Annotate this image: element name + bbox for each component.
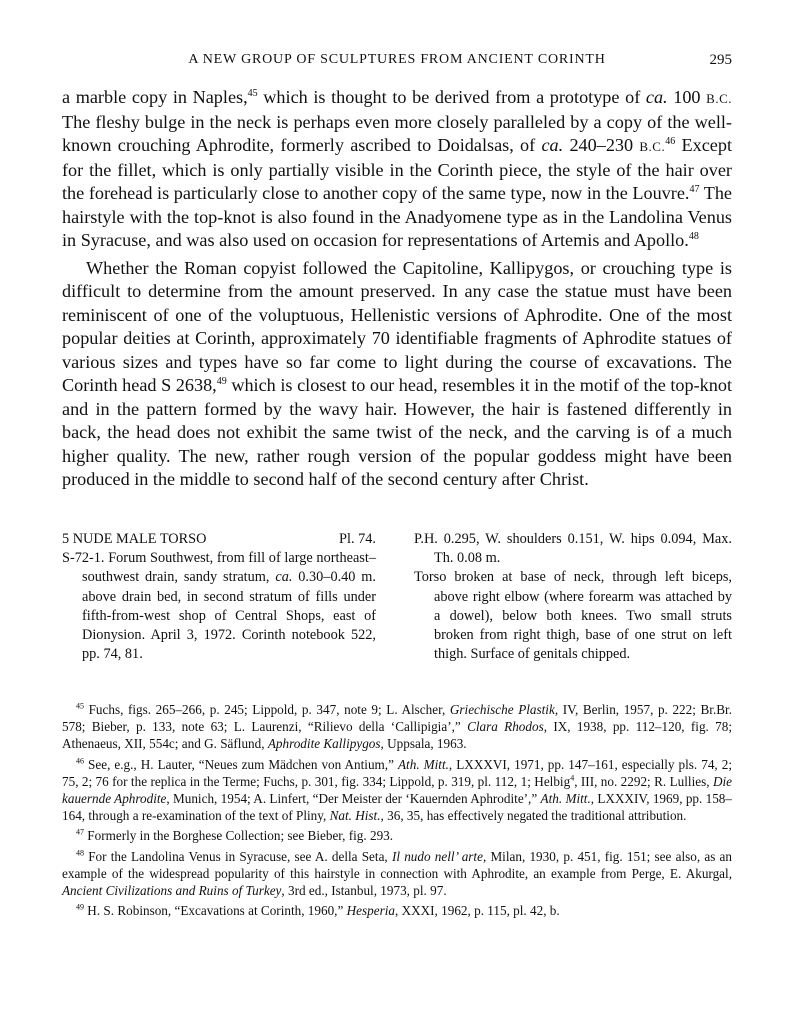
catalog-left-column	[62, 530, 376, 664]
footnote-46: $^{46}$ See, e.g., H. Lauter, “Neues zum Mädchen von Antium,” Ath. Mitt., LXXXVI, 1971, pp. 147–161, especially pls. 74, 2; 75, 2; 76 for the replica in the Terme; Fuchs, p. 301, fig. 334; Lippold, p. 319, pl. 112, 1; Helbig$^4$, III, no. 2292; R. Lullies, Die kauernde Aphrodite, Munich, 1954; A. Linfert, “Der Meister der ‘Kauernden Aphrodite’,” Ath. Mitt., LXXXIV, 1969, pp. 158–164, through a re-examination of the text of Pliny, Nat. Hist., 36, 35, has effectively negated the traditional attribution.	[62, 756, 733, 824]
footnote-45: $^{45}$ Fuchs, figs. 265–266, p. 245; Lippold, p. 347, note 9; L. Alscher, Griechische Plastik, IV, Berlin, 1957, p. 222; Br.Br. 578; Bieber, p. 133, note 63; L. Laurenzi, “Rilievo della ‘Callipigia’,” Clara Rhodos, IX, 1938, pp. 112–120, fig. 78; Athenaeus, XII, 554c; and G. Säflund, Aphrodite Kallipygos, Uppsala, 1963.	[62, 701, 733, 752]
note-ref-47[interactable]: 47	[689, 183, 700, 195]
catalog-description: Torso broken at base of neck, through left biceps, above right elbow (where forearm was attached by a dowel), below both knees. Two small struts broken from right thigh, base of one strut on left thigh. Surface of genitals chipped.	[414, 569, 732, 663]
catalog-findspot: S-72-1. Forum Southwest, from fill of large northeast–southwest drain, sandy stratum, ca. 0.30–0.40 m. above drain bed, in second stratum of fills under fifth-from-west shop of Central Shops, east of Dionysion. April 3, 1972. Corinth notebook 522, pp. 74, 81.	[62, 550, 376, 663]
main-text	[62, 86, 732, 492]
catalog-right-column	[414, 530, 732, 664]
catalog-title: 5 NUDE MALE TORSO	[62, 531, 207, 547]
note-ref-45[interactable]: 45	[247, 87, 258, 99]
catalog-dimensions: P.H. 0.295, W. shoulders 0.151, W. hips 0.094, Max. Th. 0.08 m.	[414, 531, 732, 567]
running-title: A NEW GROUP OF SCULPTURES FROM ANCIENT CORINTH	[188, 52, 606, 67]
footnotes	[62, 701, 732, 922]
paragraph-2: Whether the Roman copyist followed the Capitoline, Kallipygos, or crouching type is difficult to determine from the amount preserved. In any case the statue must have been reminiscent of one of the voluptuous, Hellenistic versions of Aphrodite. One of the most popular deities at Corinth, approximately 70 identifiable fragments of Aphrodite statues of various sizes and types have so far come to light during the course of excavations. The Corinth head S 2638,49 which is closest to our head, resembles it in the motif of the top-knot and in the pattern formed by the wavy hair. However, the hair is fastened differently in back, the head does not exhibit the same twist of the neck, and the carving is of a much higher quality. The new, rather rough version of the popular goddess might have been produced in the middle to second half of the second century after Christ.	[62, 257, 732, 489]
note-ref-49[interactable]: 49	[216, 375, 227, 387]
catalog-heading	[62, 530, 376, 549]
paragraph-1: a marble copy in Naples,$^{45}$ which is thought to be derived from a prototype of ca. 100 B.C. The fleshy bulge in the neck is perhaps even more closely paralleled by a copy of the well-known crouching Aphrodite, formerly ascribed to Doidalsas, of ca. 240–230 B.C.$^{46}$ Except for the fillet, which is only partially visible in the Corinth piece, the style of the hair over the forehead is particularly close to another copy of the same type, now in the Louvre.$^{47}$ The hairstyle with the top-knot is also found in the Anadyomene type as in the Landolina Venus in Syracuse, and was also used on occasion for representations of Artemis and Apollo.$^{48}$	[62, 87, 732, 250]
footnote-47: $^{47}$ Formerly in the Borghese Collection; see Bieber, fig. 293.	[76, 828, 394, 844]
plate-ref: Pl. 74.	[339, 531, 376, 547]
running-header	[62, 52, 732, 74]
note-ref-48[interactable]: 48	[688, 230, 699, 242]
footnote-48: $^{48}$ For the Landolina Venus in Syracuse, see A. della Seta, Il nudo nell’ arte, Milan, 1930, p. 451, fig. 151; see also, as an example of the widespread popularity of this hairstyle in connection with Aphrodite, an example from Perge, E. Akurgal, Ancient Civilizations and Ruins of Turkey, 3rd ed., Istanbul, 1973, pl. 97.	[62, 848, 732, 899]
note-ref-46[interactable]: 46	[665, 135, 676, 147]
page-number: 295	[709, 52, 732, 68]
footnote-49: $^{49}$ H. S. Robinson, “Excavations at Corinth, 1960,” Hesperia, XXXI, 1962, p. 115, pl. 42, b.	[76, 902, 560, 919]
